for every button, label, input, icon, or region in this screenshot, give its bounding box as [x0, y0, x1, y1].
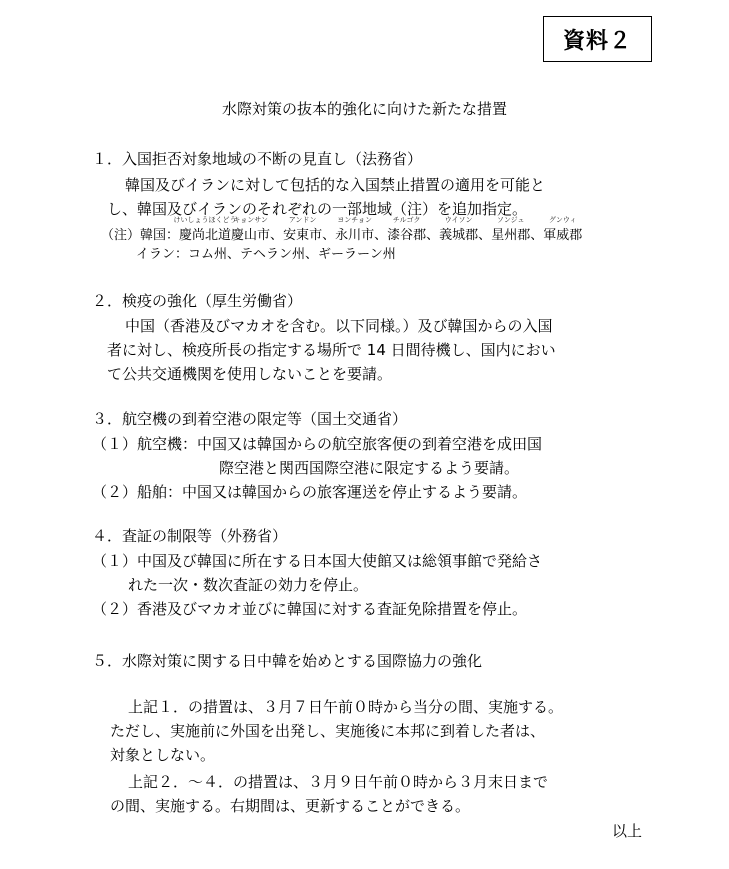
section-1-note-korea [101, 216, 583, 243]
section-1-line-1: 韓国及びイランに対して包括的な入国禁止措置の適用を可能と [125, 176, 546, 194]
korea-place-list [173, 216, 583, 243]
closing-para-1-line-3: 対象としない。 [110, 746, 216, 764]
korea-place-reading: ヨンチョン [337, 216, 372, 224]
korea-place-separator: 、 [426, 228, 440, 243]
closing-para-2-line-1: 上記２．～４．の措置は、３月９日午前０時から３月末日まで [128, 773, 549, 791]
korea-place-name: 漆谷郡 チルゴク [387, 216, 427, 243]
note-prefix: （注）韓国： [101, 228, 180, 243]
section-3-item-1-line-2: 際空港と関西国際空港に限定するよう要請。 [219, 459, 520, 477]
korea-place-reading: グンウィ [548, 216, 577, 224]
section-5-heading: ５．水際対策に関する日中韓を始めとする国際協力の強化 [92, 652, 483, 670]
korea-place-name: 義城郡 ウイソン [439, 216, 479, 243]
korea-place-reading: チルゴク [392, 216, 421, 224]
section-3-heading: ３．航空機の到着空港の限定等（国土交通省） [92, 410, 408, 428]
closing-para-1-line-1: 上記１．の措置は、３月７日午前０時から当分の間、実施する。 [128, 698, 564, 716]
section-4-item-1-line-1: （１）中国及び韓国に所在する日本国大使館又は総領事館で発給さ [92, 552, 543, 570]
korea-place-reading: ソンジュ [496, 216, 525, 224]
korea-place-name: 星州郡 ソンジュ [491, 216, 531, 243]
section-4-item-2: （２）香港及びマカオ並びに韓国に対する査証免除措置を停止。 [92, 600, 528, 618]
korea-place-name: 慶山市 キョンサン [231, 216, 271, 243]
document-label: 資料２ [543, 16, 652, 62]
closing-para-2-line-2: の間、実施する。右期間は、更新することができる。 [110, 797, 471, 815]
korea-place-separator: 、 [270, 228, 284, 243]
korea-place-name: 安東市 アンドン [283, 216, 323, 243]
korea-place-reading: ウイソン [444, 216, 473, 224]
korea-place-reading: アンドン [288, 216, 317, 224]
korea-place-name: 慶尚北道 けいしょうほくどう [173, 216, 237, 243]
section-2-line-3: て公共交通機関を使用しないことを要請。 [107, 365, 393, 383]
section-4-heading: ４．査証の制限等（外務省） [92, 527, 288, 545]
closing-end-mark: 以上 [612, 822, 643, 840]
section-2-line-2: 者に対し、検疫所長の指定する場所で 14 日間待機し、国内におい [107, 341, 556, 359]
section-2-line-1: 中国（香港及びマカオを含む。以下同様。）及び韓国からの入国 [125, 317, 553, 335]
korea-place-separator: 、 [478, 228, 492, 243]
korea-place-reading: けいしょうほくどう [173, 216, 237, 224]
korea-place-name: 永川市 ヨンチョン [335, 216, 375, 243]
section-3-item-2: （２）船舶：中国又は韓国からの旅客運送を停止するよう要請。 [92, 483, 528, 501]
korea-place-reading: キョンサン [233, 216, 268, 224]
section-1-line-2: し、韓国及びイランのそれぞれの一部地域（注）を追加指定。 [107, 200, 528, 218]
closing-para-1-line-2: ただし、実施前に外国を出発し、実施後に本邦に到着した者は、 [110, 722, 546, 740]
korea-place-separator: 、 [322, 228, 336, 243]
section-3-item-1-line-1: （１）航空機：中国又は韓国からの航空旅客便の到着空港を成田国 [92, 435, 543, 453]
document-title: 水際対策の抜本的強化に向けた新たな措置 [221, 100, 507, 118]
korea-place-separator: 、 [530, 228, 544, 243]
section-4-item-1-line-2: れた一次・数次査証の効力を停止。 [128, 576, 369, 594]
section-1-note-iran: イラン：コム州、テヘラン州、ギーラーン州 [136, 247, 396, 262]
korea-place-separator: 、 [374, 228, 388, 243]
section-2-heading: ２．検疫の強化（厚生労働省） [92, 292, 303, 310]
section-1-heading: １．入国拒否対象地域の不断の見直し（法務省） [92, 150, 423, 168]
korea-place-name: 軍威郡 グンウィ [543, 216, 583, 243]
